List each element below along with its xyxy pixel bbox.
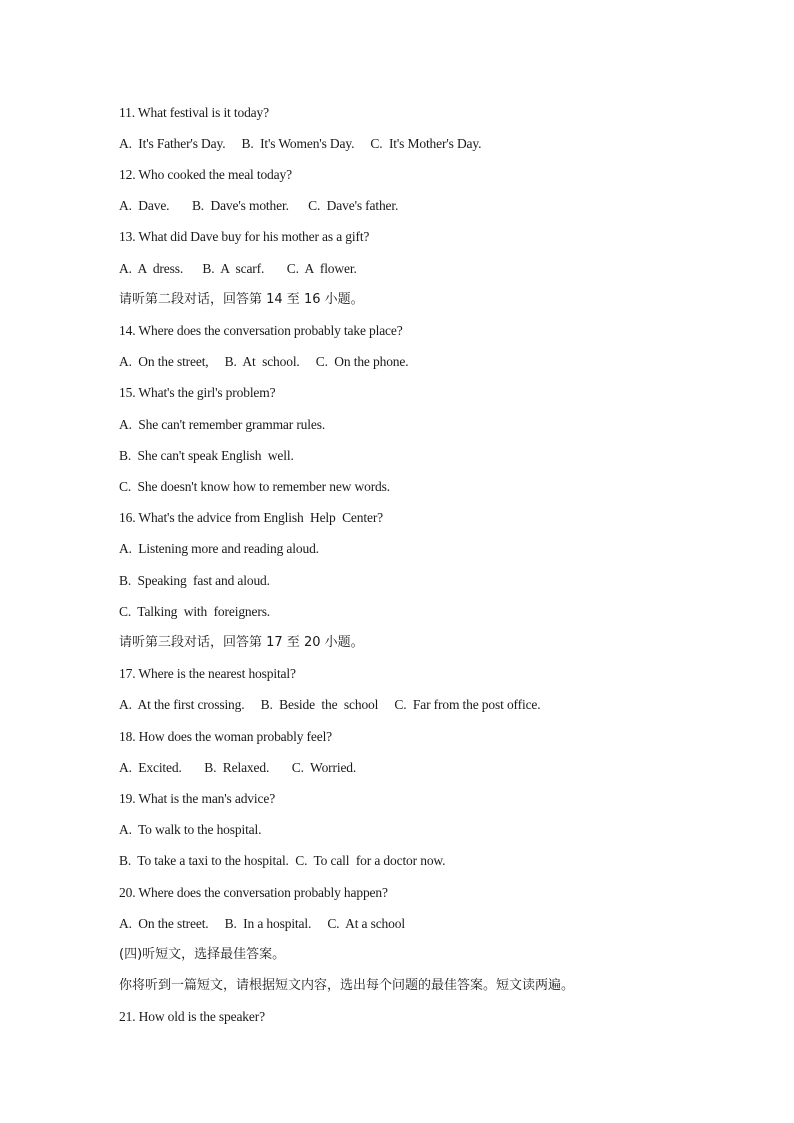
question-19-option-a: A. To walk to the hospital. [119,822,262,837]
question-20-options: A. On the street. B. In a hospital. C. At a school [119,916,405,931]
question-15-option-b: B. She can't speak English well. [119,448,294,463]
part-4-instruction: 你将听到一篇短文，请根据短文内容，选出每个问题的最佳答案。短文读两遍。 [119,978,575,993]
question-11: 11. What festival is it today? [119,105,269,120]
question-13: 13. What did Dave buy for his mother as a gift? [119,229,370,244]
question-15: 15. What's the girl's problem? [119,385,276,400]
question-14-options: A. On the street, B. At school. C. On the phone. [119,354,409,369]
question-18-options: A. Excited. B. Relaxed. C. Worried. [119,760,357,775]
question-20: 20. Where does the conversation probably happen? [119,885,388,900]
question-17-options: A. At the first crossing. B. Beside the school C. Far from the post office. [119,697,541,712]
question-12-options: A. Dave. B. Dave's mother. C. Dave's father. [119,198,399,213]
question-19: 19. What is the man's advice? [119,791,276,806]
question-13-options: A. A dress. B. A scarf. C. A flower. [119,261,357,276]
part-4-heading: (四)听短文，选择最佳答案。 [119,947,286,962]
question-17: 17. Where is the nearest hospital? [119,666,296,681]
question-14: 14. Where does the conversation probably take place? [119,323,403,338]
section-instruction-2: 请听第二段对话，回答第 14 至 16 小题。 [119,292,364,307]
question-18: 18. How does the woman probably feel? [119,729,333,744]
section-instruction-3: 请听第三段对话，回答第 17 至 20 小题。 [119,635,364,650]
question-16-option-b: B. Speaking fast and aloud. [119,573,270,588]
question-12: 12. Who cooked the meal today? [119,167,292,182]
question-16-option-c: C. Talking with foreigners. [119,604,271,619]
question-21: 21. How old is the speaker? [119,1009,265,1024]
question-11-options: A. It's Father's Day. B. It's Women's Day. C. It's Mother's Day. [119,136,482,151]
question-19-options-bc: B. To take a taxi to the hospital. C. To call for a doctor now. [119,853,446,868]
question-15-option-c: C. She doesn't know how to remember new words. [119,479,390,494]
question-16-option-a: A. Listening more and reading aloud. [119,541,319,556]
question-15-option-a: A. She can't remember grammar rules. [119,417,326,432]
question-16: 16. What's the advice from English Help Center? [119,510,384,525]
